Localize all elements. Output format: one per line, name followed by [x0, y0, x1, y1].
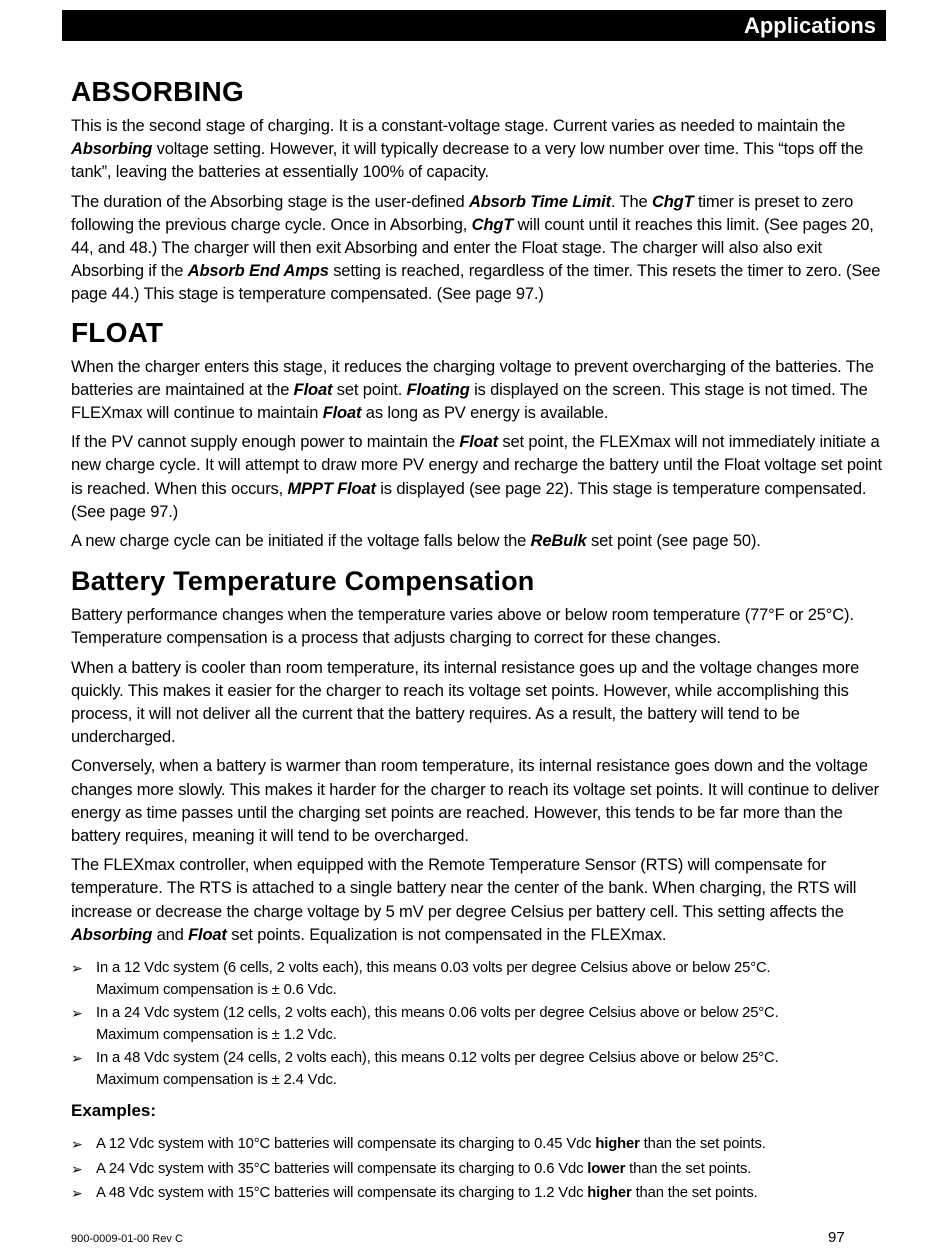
- examples-list: [71, 1133, 883, 1205]
- list-item: [71, 1133, 883, 1156]
- compensation-bullet-list: [71, 957, 883, 1091]
- float-paragraph-2: If the PV cannot supply enough power to maintain the Float set point, the FLEXmax will not immediately initiate a new charge cycle. It will attempt to draw more PV energy and recharge the battery until the Float voltage set point is reached. When this occurs, MPPT Float is displayed (see page 22). This stage is temperature compensated. (See page 97.): [71, 433, 882, 521]
- section-title: Applications: [743, 13, 876, 38]
- heading-absorbing: ABSORBING: [71, 76, 244, 107]
- arrow-bullet-icon: ➢: [71, 1160, 83, 1177]
- arrow-bullet-icon: ➢: [71, 1136, 83, 1153]
- arrow-bullet-icon: ➢: [71, 1185, 83, 1202]
- page-number: 97: [828, 1229, 845, 1246]
- examples-heading: Examples:: [71, 1101, 157, 1121]
- absorbing-paragraph-2: The duration of the Absorbing stage is the user-defined Absorb Time Limit. The ChgT timer is preset to zero following the previous charge cycle. Once in Absorbing, ChgT will count until it reaches this limit. (See pages 20, 44, and 48.) The charger will then exit Absorbing and enter the Float stage. The charger will also also exit Absorbing if the Absorb End Amps setting is reached, regardless of the timer. This resets the timer to zero. (See page 44.) This stage is temperature compensated. (See page 97.): [71, 192, 881, 304]
- heading-battery-temperature-compensation: Battery Temperature Compensation: [71, 566, 535, 597]
- list-item: [71, 1158, 883, 1181]
- page-content: [71, 72, 883, 1207]
- section-header-bar: [62, 10, 886, 41]
- btc-paragraph-2: When a battery is cooler than room temperature, its internal resistance goes up and the voltage changes more quickly. This makes it easier for the charger to reach its voltage set points. However, while accomplishing this process, it will not deliver all the current that the battery requires. As a result, the battery will tend to be undercharged.: [71, 658, 860, 747]
- absorbing-paragraph-1: This is the second stage of charging. It is a constant-voltage stage. Current varies as needed to maintain the Absorbing voltage setting. However, it will typically decrease to a very low number over time. This “tops off the tank”, leaving the batteries at essentially 100% of capacity.: [71, 117, 864, 182]
- arrow-bullet-icon: ➢: [71, 1050, 83, 1067]
- arrow-bullet-icon: ➢: [71, 1005, 83, 1022]
- list-item: [71, 1182, 883, 1205]
- bullet-text: In a 48 Vdc system (24 cells, 2 volts each), this means 0.12 volts per degree Celsius above or below 25°C. Maximum compensation is ± 2.4 Vdc.: [96, 1050, 779, 1089]
- arrow-bullet-icon: ➢: [71, 960, 83, 977]
- example-text: A 24 Vdc system with 35°C batteries will compensate its charging to 0.6 Vdc lower than the set points.: [96, 1160, 752, 1177]
- bullet-text: In a 12 Vdc system (6 cells, 2 volts each), this means 0.03 volts per degree Celsius above or below 25°C. Maximum compensation is ± 0.6 Vdc.: [96, 960, 771, 999]
- list-item: [71, 1002, 883, 1046]
- example-text: A 12 Vdc system with 10°C batteries will compensate its charging to 0.45 Vdc higher than the set points.: [96, 1136, 766, 1153]
- example-text: A 48 Vdc system with 15°C batteries will compensate its charging to 1.2 Vdc higher than the set points.: [96, 1185, 758, 1202]
- btc-paragraph-1: Battery performance changes when the temperature varies above or below room temperature (77°F or 25°C). Temperature compensation is a process that adjusts charging to correct for these changes.: [71, 606, 854, 648]
- btc-paragraph-3: Conversely, when a battery is warmer than room temperature, its internal resistance goes down and the voltage changes more slowly. This makes it harder for the charger to reach its voltage set points. It will continue to deliver energy as time passes until the charging set points are reached. However, this tends to be far more than the battery requires, meaning it will tend to be overcharged.: [71, 757, 879, 846]
- document-number: 900-0009-01-00 Rev C: [71, 1233, 183, 1245]
- float-paragraph-1: When the charger enters this stage, it reduces the charging voltage to prevent overcharging of the batteries. The batteries are maintained at the Float set point. Floating is displayed on the screen. This stage is not timed. The FLEXmax will continue to maintain Float as long as PV energy is available.: [71, 357, 874, 423]
- bullet-text: In a 24 Vdc system (12 cells, 2 volts each), this means 0.06 volts per degree Celsius above or below 25°C. Maximum compensation is ± 1.2 Vdc.: [96, 1005, 779, 1044]
- list-item: [71, 957, 883, 1001]
- btc-paragraph-4: The FLEXmax controller, when equipped with the Remote Temperature Sensor (RTS) will compensate for temperature. The RTS is attached to a single battery near the center of the bank. When charging, the RTS will increase or decrease the charge voltage by 5 mV per degree Celsius per battery cell. This setting affects the Absorbing and Float set points. Equalization is not compensated in the FLEXmax.: [71, 856, 857, 944]
- list-item: [71, 1047, 883, 1091]
- heading-float: FLOAT: [71, 316, 164, 348]
- float-paragraph-3: A new charge cycle can be initiated if the voltage falls below the ReBulk set point (see page 50).: [71, 532, 761, 551]
